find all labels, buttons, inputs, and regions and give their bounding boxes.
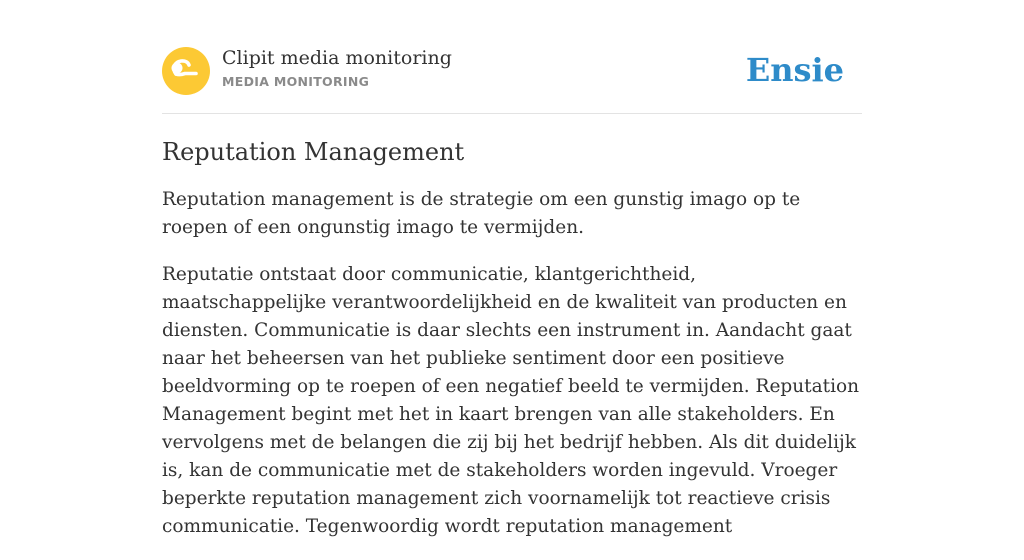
speech-bubble-icon (162, 47, 210, 95)
article-title: Reputation Management (162, 138, 465, 166)
brand-logo[interactable] (162, 47, 210, 95)
brand-name[interactable]: Clipit media monitoring (222, 47, 452, 69)
brand-subtitle: MEDIA MONITORING (222, 74, 370, 89)
site-logo[interactable]: Ensie (745, 51, 844, 89)
article-paragraph: Reputation management is de strategie om een gunstig imago op te roepen of een ongunstig imago te vermijden. (162, 189, 801, 238)
article-paragraph: Reputatie ontstaat door communicatie, klantgerichtheid, maatschappelijke verantwoordelijkheid en de kwaliteit van producten en diensten. Communicatie is daar slechts een instrument in. Aandacht gaat naar het beheersen van het publieke sentiment door een positieve beeldvorming op te roepen of een negatief beeld te vermijden. Reputation Management begint met het in kaart brengen van alle stakeholders. En vervolgens met de belangen die zij bij het bedrijf hebben. Als dit duidelijk is, kan de communicatie met de stakeholders worden ingevuld. Vroeger beperkte reputation management zich voornamelijk tot reactieve crisis communicatie. Tegenwoordig wordt reputation management (162, 264, 860, 537)
header (162, 46, 862, 96)
header-divider (162, 113, 862, 114)
article (162, 136, 862, 560)
